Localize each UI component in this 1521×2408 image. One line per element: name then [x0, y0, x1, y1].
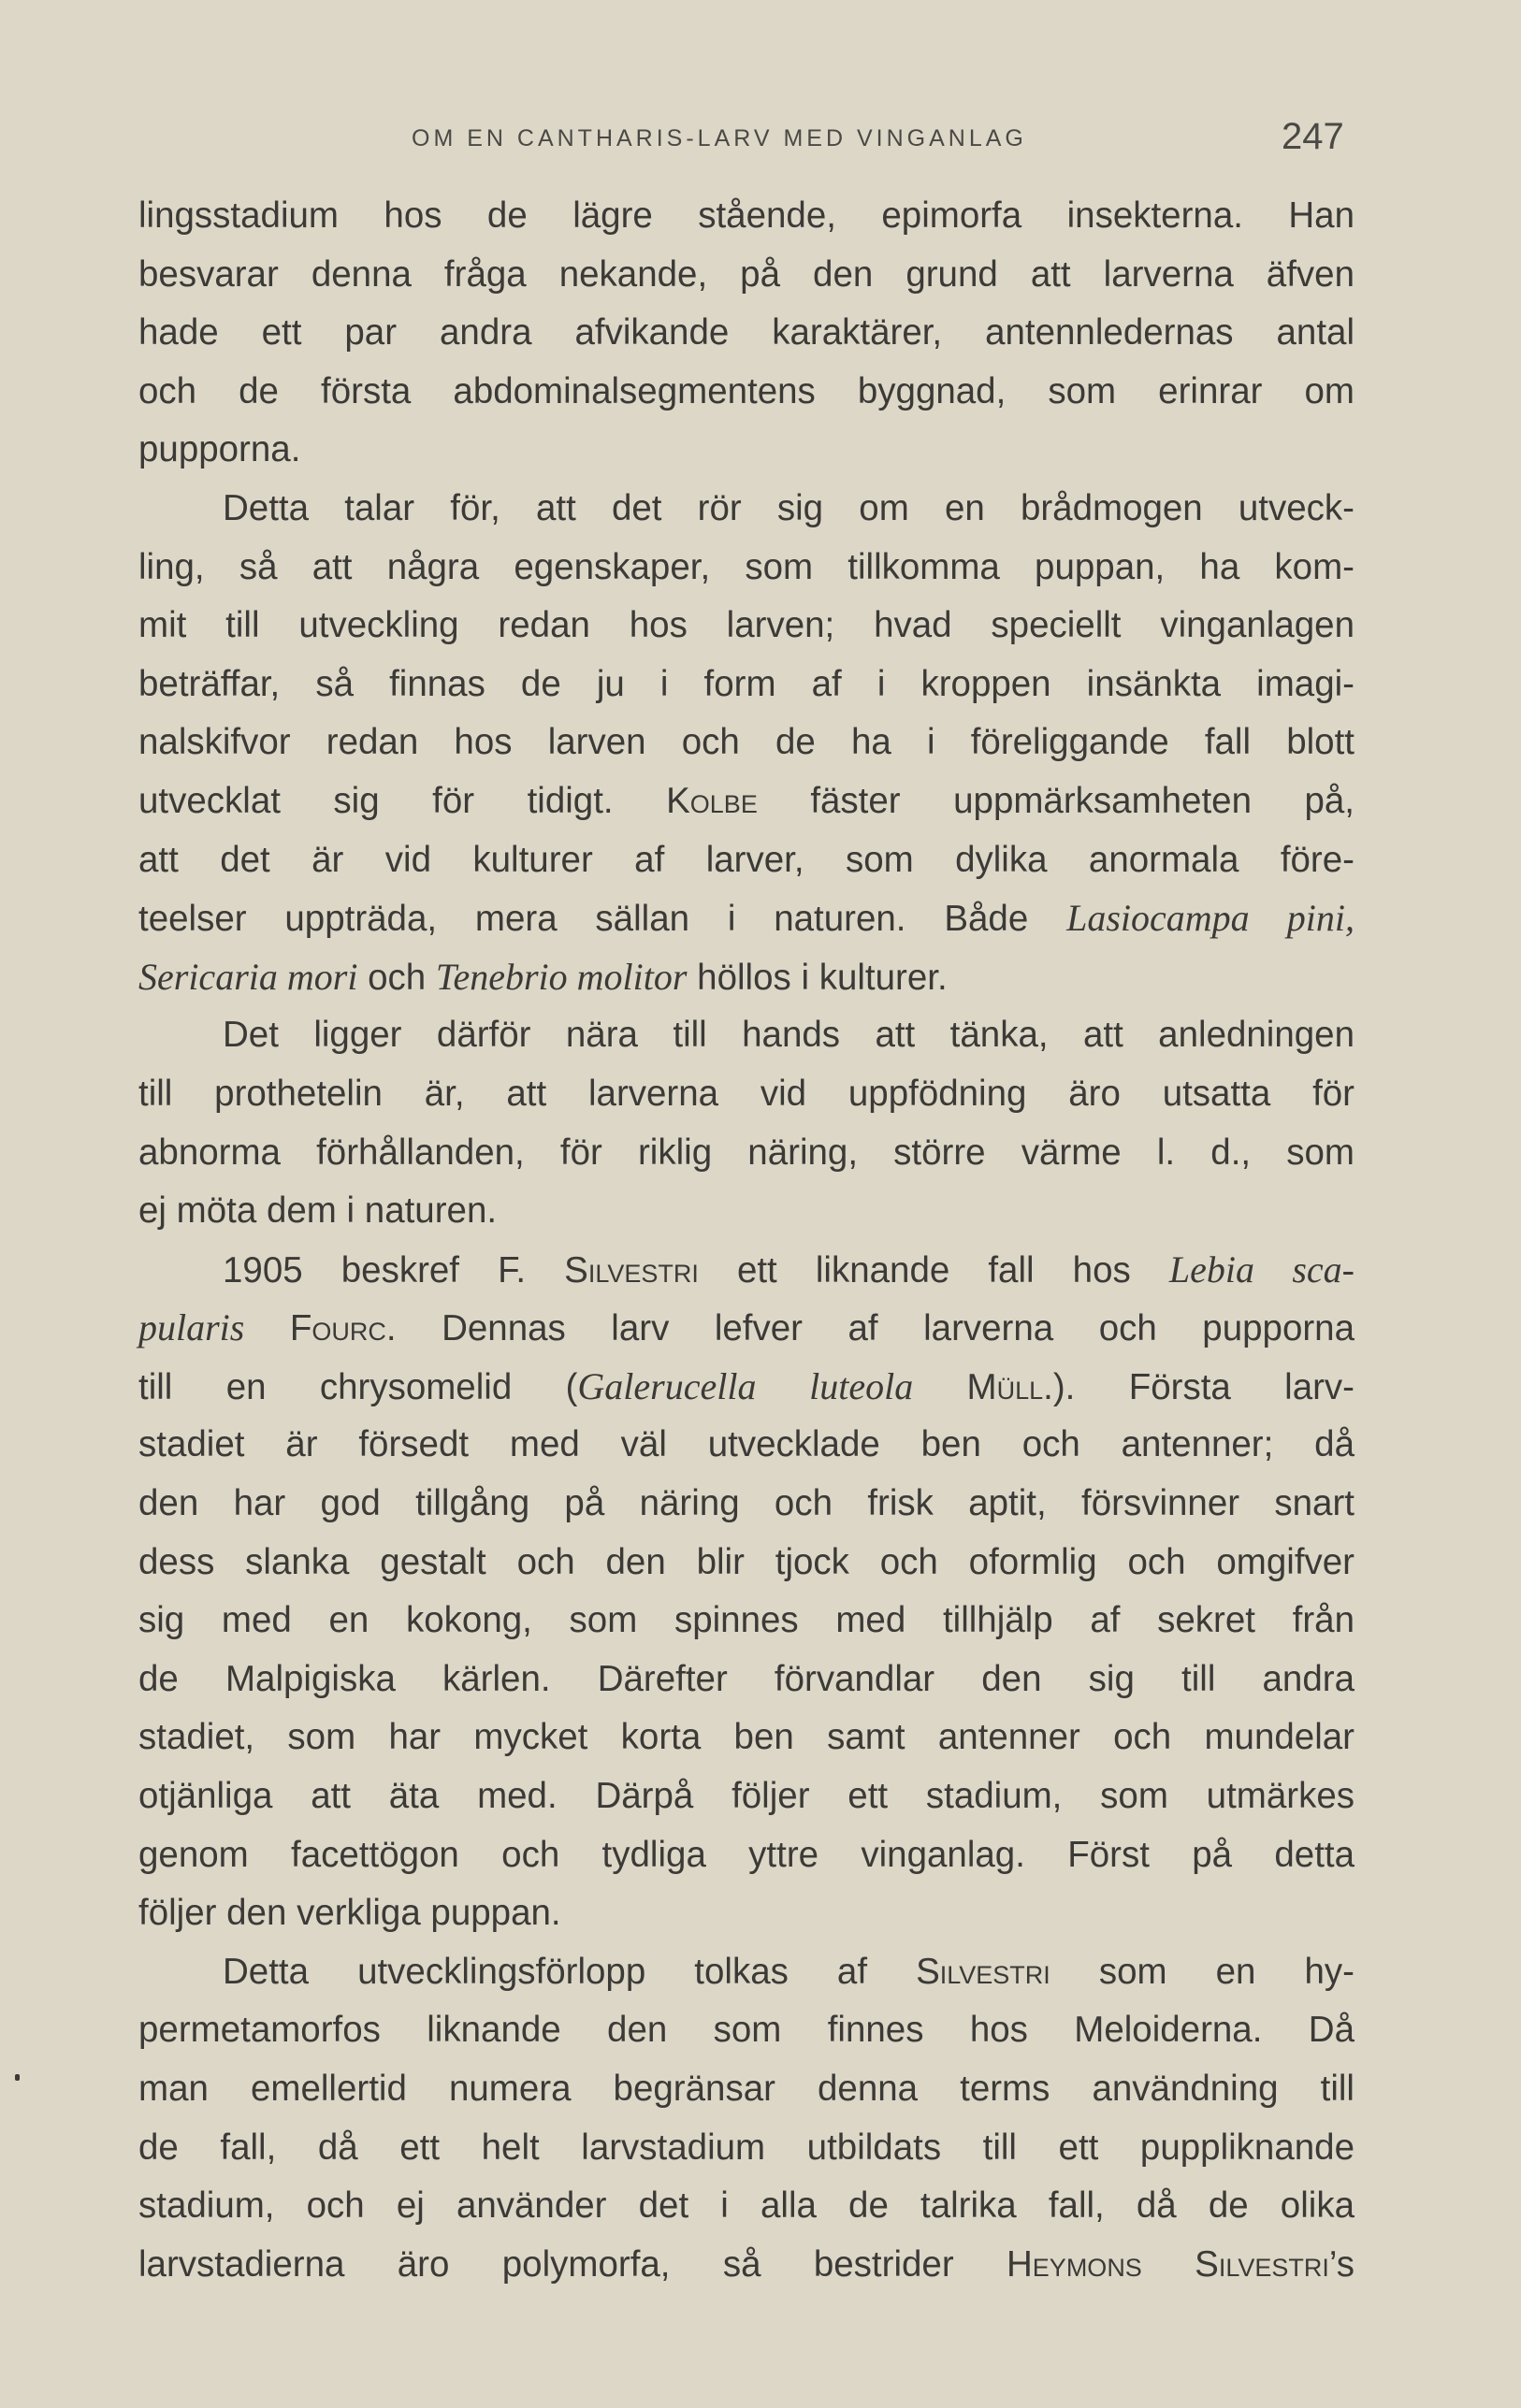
text-line: [138, 1651, 1354, 1709]
text-segment: genom facettögon och tydliga yttre vinganlag. Först på detta: [138, 1834, 1354, 1875]
text-segment: larvstadierna äro polymorfa, så bestrider: [138, 2243, 1007, 2285]
text-line: [138, 421, 1354, 480]
text-line: [138, 889, 1354, 948]
text-segment: ett liknande fall hos: [698, 1249, 1169, 1291]
text-line: [138, 1358, 1354, 1417]
text-segment: Det ligger därför nära till hands att tänka, att anledningen: [223, 1015, 1354, 1056]
text-line: [138, 1709, 1354, 1767]
text-segment: beträffar, så finnas de ju i form af i kroppen insänkta imagi-: [138, 663, 1354, 704]
text-segment: de Malpigiska kärlen. Därefter förvandlar den sig till andra: [138, 1658, 1354, 1699]
italic-text: Galerucella luteola: [577, 1364, 914, 1407]
text-segment: Detta talar för, att det rör sig om en brådmogen utveck-: [223, 487, 1354, 528]
text-line: [138, 772, 1354, 831]
text-segment: den har god tillgång på näring och frisk aptit, försvinner snart: [138, 1483, 1354, 1524]
text-segment: Detta utvecklingsförlopp tolkas af: [223, 1951, 917, 1992]
italic-text: Sericaria mori: [138, 955, 358, 998]
text-line: [138, 246, 1354, 305]
margin-mark: [15, 2074, 20, 2081]
text-line: [138, 187, 1354, 246]
italic-text: pularis: [138, 1306, 245, 1349]
text-line: [138, 1475, 1354, 1534]
text-segment: utvecklat sig för tidigt.: [138, 780, 667, 821]
text-segment: och: [357, 957, 436, 998]
text-line: [138, 363, 1354, 422]
text-line: [138, 539, 1354, 598]
text-line: [138, 2060, 1354, 2119]
text-line: [138, 2001, 1354, 2060]
text-line: [138, 1826, 1354, 1885]
page-number: 247: [1282, 116, 1344, 157]
text-line: [138, 480, 1354, 539]
text-segment: ej möta dem i naturen.: [138, 1190, 498, 1232]
text-line: [138, 1299, 1354, 1358]
text-line: [138, 2236, 1354, 2295]
text-line: [138, 1241, 1354, 1300]
text-segment: till en chrysomelid (: [138, 1366, 578, 1407]
text-segment: som en hy-: [1050, 1951, 1354, 1992]
text-segment: hade ett par andra afvikande karaktärer, antennledernas antal: [138, 312, 1354, 353]
author-name: Silvestri: [564, 1249, 699, 1291]
text-line: [138, 1884, 1354, 1943]
text-line: [138, 1767, 1354, 1826]
text-line: [138, 831, 1354, 890]
text-segment: de fall, då ett helt larvstadium utbildats till ett puppliknande: [138, 2127, 1354, 2168]
text-line: [138, 1006, 1354, 1065]
text-line: [138, 1534, 1354, 1593]
italic-text: Lasiocampa pini,: [1066, 897, 1354, 940]
text-segment: pupporna.: [138, 429, 301, 470]
text-line: [138, 1592, 1354, 1651]
author-name: Silvestri: [916, 1951, 1050, 1992]
text-segment: 1905 beskref F.: [223, 1249, 565, 1291]
text-line: [138, 1124, 1354, 1183]
text-line: [138, 1416, 1354, 1475]
text-segment: teelser uppträda, mera sällan i naturen. Både: [138, 899, 1067, 940]
text-line: [138, 1182, 1354, 1241]
text-segment: man emellertid numera begränsar denna terms användning till: [138, 2069, 1354, 2109]
author-name: Fourc: [289, 1308, 386, 1349]
text-segment: till prothetelin är, att larverna vid uppfödning äro utsatta för: [138, 1073, 1354, 1114]
text-segment: lingsstadium hos de lägre stående, epimorfa insekterna. Han: [138, 195, 1354, 236]
text-segment: otjänliga att äta med. Därpå följer ett stadium, som utmärkes: [138, 1776, 1354, 1817]
text-line: [138, 2177, 1354, 2236]
body-text: [138, 187, 1354, 2294]
text-segment: permetamorfos liknande den som finnes hos Meloiderna. Då: [138, 2010, 1354, 2051]
running-title: OM EN CANTHARIS-LARV MED VINGANLAG: [412, 125, 1027, 151]
text-segment: . Dennas larv lefver af larverna och pupporna: [385, 1308, 1354, 1349]
author-name: Kolbe: [666, 780, 758, 821]
text-segment: att det är vid kulturer af larver, som dylika anormala före-: [138, 839, 1354, 880]
text-segment: [244, 1308, 290, 1348]
text-segment: följer den verkliga puppan.: [138, 1893, 561, 1934]
text-segment: mit till utveckling redan hos larven; hvad speciellt vinganlagen: [138, 605, 1354, 646]
italic-text: Lebia sca-: [1168, 1247, 1354, 1291]
text-segment: ling, så att några egenskaper, som tillkomma puppan, ha kom-: [138, 546, 1354, 587]
text-segment: höllos i kulturer.: [687, 957, 948, 998]
text-line: [138, 1065, 1354, 1124]
text-line: [138, 714, 1354, 772]
text-segment: [913, 1367, 966, 1407]
text-line: [138, 656, 1354, 714]
text-segment: dess slanka gestalt och den blir tjock och oformlig och omgifver: [138, 1541, 1354, 1582]
text-segment: stadiet är försedt med väl utvecklade ben och antenner; då: [138, 1424, 1354, 1465]
text-segment: nalskifvor redan hos larven och de ha i föreliggande fall blott: [138, 722, 1354, 763]
text-line: [138, 948, 1354, 1007]
text-segment: sig med en kokong, som spinnes med tillhjälp af sekret från: [138, 1600, 1354, 1641]
text-line: [138, 597, 1354, 656]
text-segment: ’s: [1328, 2243, 1354, 2285]
text-segment: abnorma förhållanden, för riklig näring, större värme l. d., som: [138, 1132, 1354, 1173]
text-segment: fäster uppmärksamheten på,: [757, 780, 1355, 821]
text-line: [138, 304, 1354, 363]
author-name: Heymons Silvestri: [1007, 2243, 1329, 2285]
text-line: [138, 2119, 1354, 2178]
text-segment: stadiet, som har mycket korta ben samt antenner och mundelar: [138, 1717, 1354, 1758]
italic-text: Tenebrio molitor: [435, 955, 688, 998]
text-segment: .). Första larv-: [1043, 1366, 1355, 1407]
text-segment: besvarar denna fråga nekande, på den grund att larverna äfven: [138, 253, 1354, 295]
author-name: Müll: [966, 1366, 1044, 1407]
text-line: [138, 1943, 1354, 2002]
text-segment: stadium, och ej använder det i alla de talrika fall, då de olika: [138, 2185, 1354, 2227]
text-segment: och de första abdominalsegmentens byggnad, som erinrar om: [138, 370, 1354, 411]
